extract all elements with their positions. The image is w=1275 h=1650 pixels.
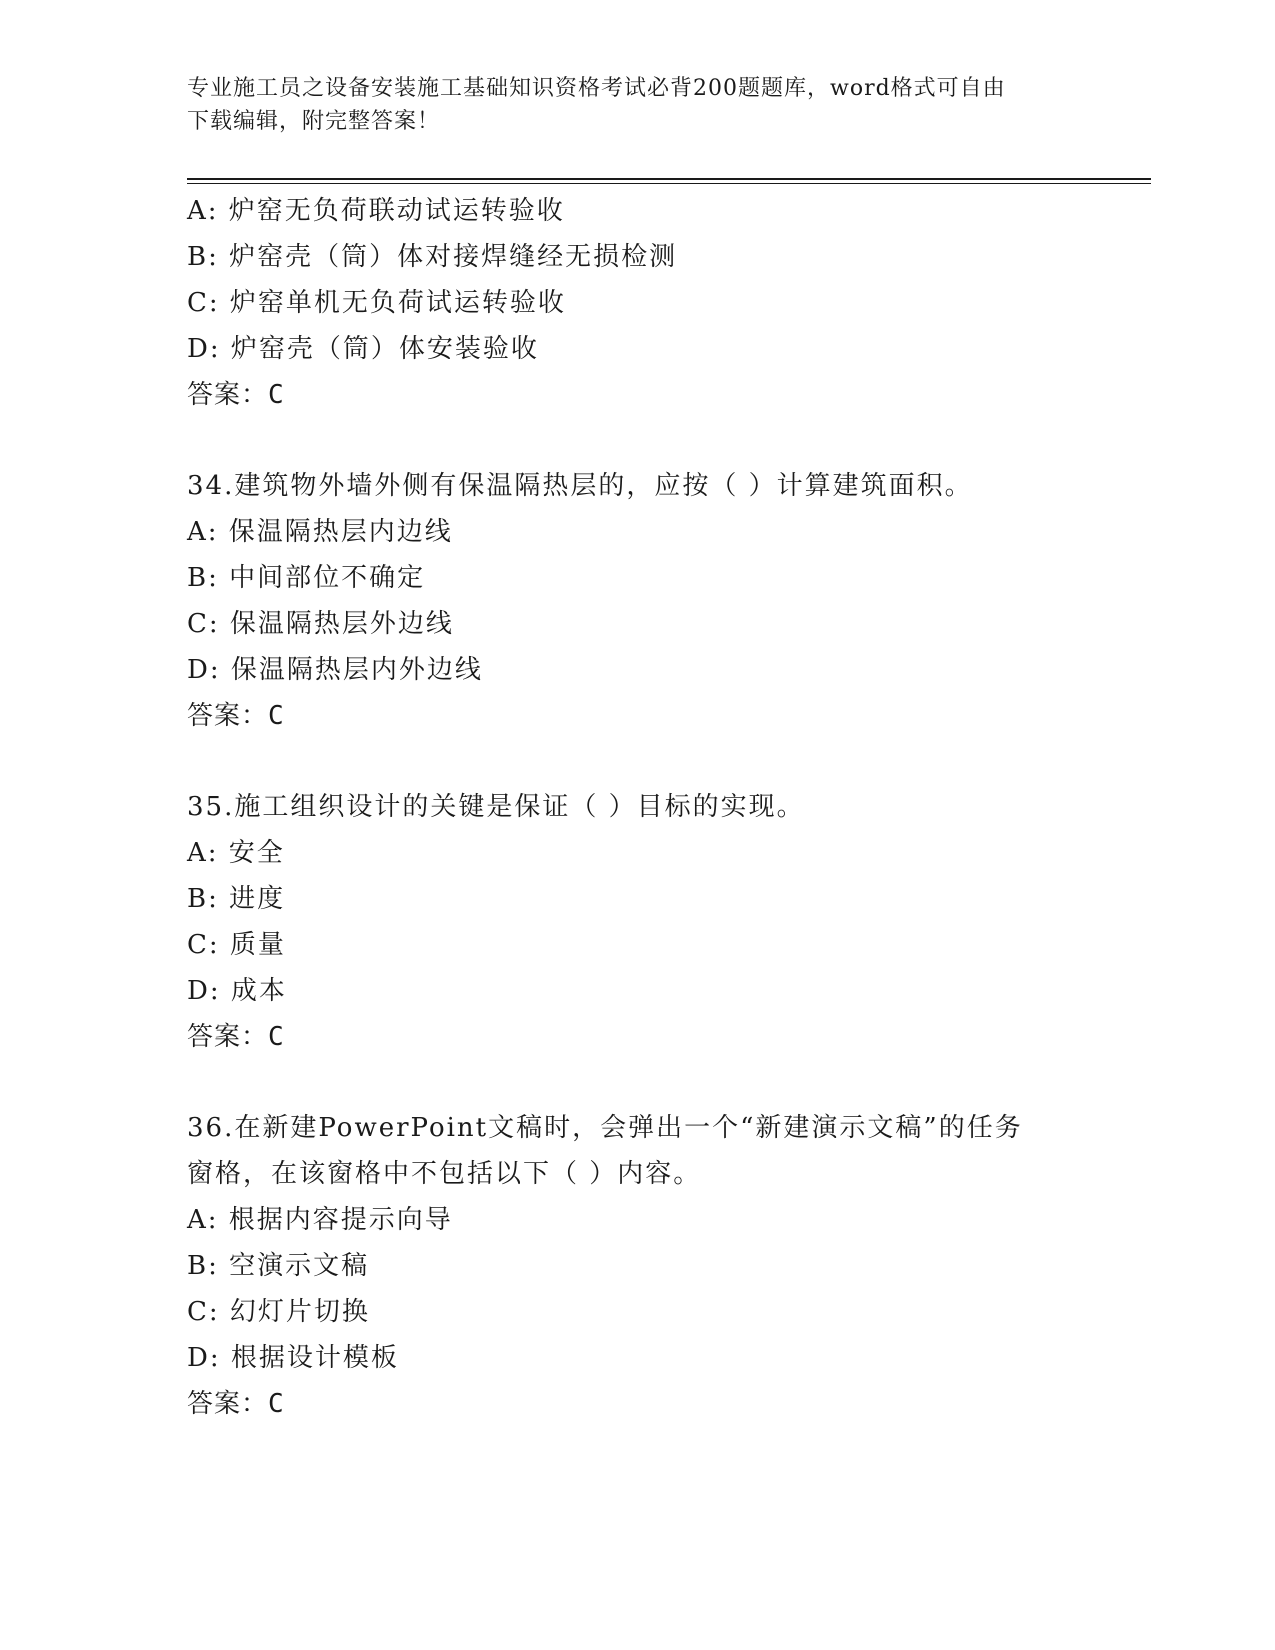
- option-c: C: 幻灯片切换: [187, 1297, 370, 1327]
- option-b: B: 中间部位不确定: [187, 563, 426, 593]
- question-stem: 34.建筑物外墙外侧有保温隔热层的，应按（ ）计算建筑面积。: [187, 471, 973, 501]
- answer-line: 答案：C: [187, 701, 285, 731]
- question-stem: 35.施工组织设计的关键是保证（ ）目标的实现。: [187, 792, 805, 822]
- option-a: A: 安全: [187, 838, 285, 868]
- option-d: D: 成本: [187, 976, 287, 1006]
- answer-line: 答案：C: [187, 1389, 285, 1419]
- option-d: D: 炉窑壳（筒）体安装验收: [187, 334, 539, 364]
- header-divider-thin: [187, 183, 1151, 184]
- question-spacer: [187, 739, 1107, 784]
- header-line-1: 专业施工员之设备安装施工基础知识资格考试必背200题题库，word格式可自由: [187, 76, 1006, 101]
- question-stem-line-1: 36.在新建PowerPoint文稿时，会弹出一个“新建演示文稿”的任务: [187, 1113, 1023, 1143]
- option-c: C: 质量: [187, 930, 286, 960]
- header-divider-thick: [187, 178, 1151, 180]
- question-35: [187, 784, 1107, 1060]
- option-a: A: 炉窑无负荷联动试运转验收: [187, 196, 565, 226]
- option-a: A: 保温隔热层内边线: [187, 517, 453, 547]
- question-33-continued: [187, 188, 1107, 418]
- option-b: B: 进度: [187, 884, 286, 914]
- answer-line: 答案：C: [187, 1022, 285, 1052]
- question-stem-line-2: 窗格，在该窗格中不包括以下（ ）内容。: [187, 1159, 702, 1189]
- document-header: [187, 72, 1087, 138]
- answer-line: 答案：C: [187, 380, 285, 410]
- option-b: B: 空演示文稿: [187, 1251, 370, 1281]
- option-b: B: 炉窑壳（筒）体对接焊缝经无损检测: [187, 242, 678, 272]
- question-list: [187, 188, 1107, 1427]
- question-spacer: [187, 1060, 1107, 1105]
- header-line-2: 下载编辑，附完整答案！: [187, 109, 441, 134]
- question-spacer: [187, 418, 1107, 463]
- question-36: [187, 1105, 1107, 1427]
- option-a: A: 根据内容提示向导: [187, 1205, 453, 1235]
- option-d: D: 根据设计模板: [187, 1343, 399, 1373]
- option-c: C: 炉窑单机无负荷试运转验收: [187, 288, 566, 318]
- question-34: [187, 463, 1107, 739]
- option-d: D: 保温隔热层内外边线: [187, 655, 483, 685]
- option-c: C: 保温隔热层外边线: [187, 609, 454, 639]
